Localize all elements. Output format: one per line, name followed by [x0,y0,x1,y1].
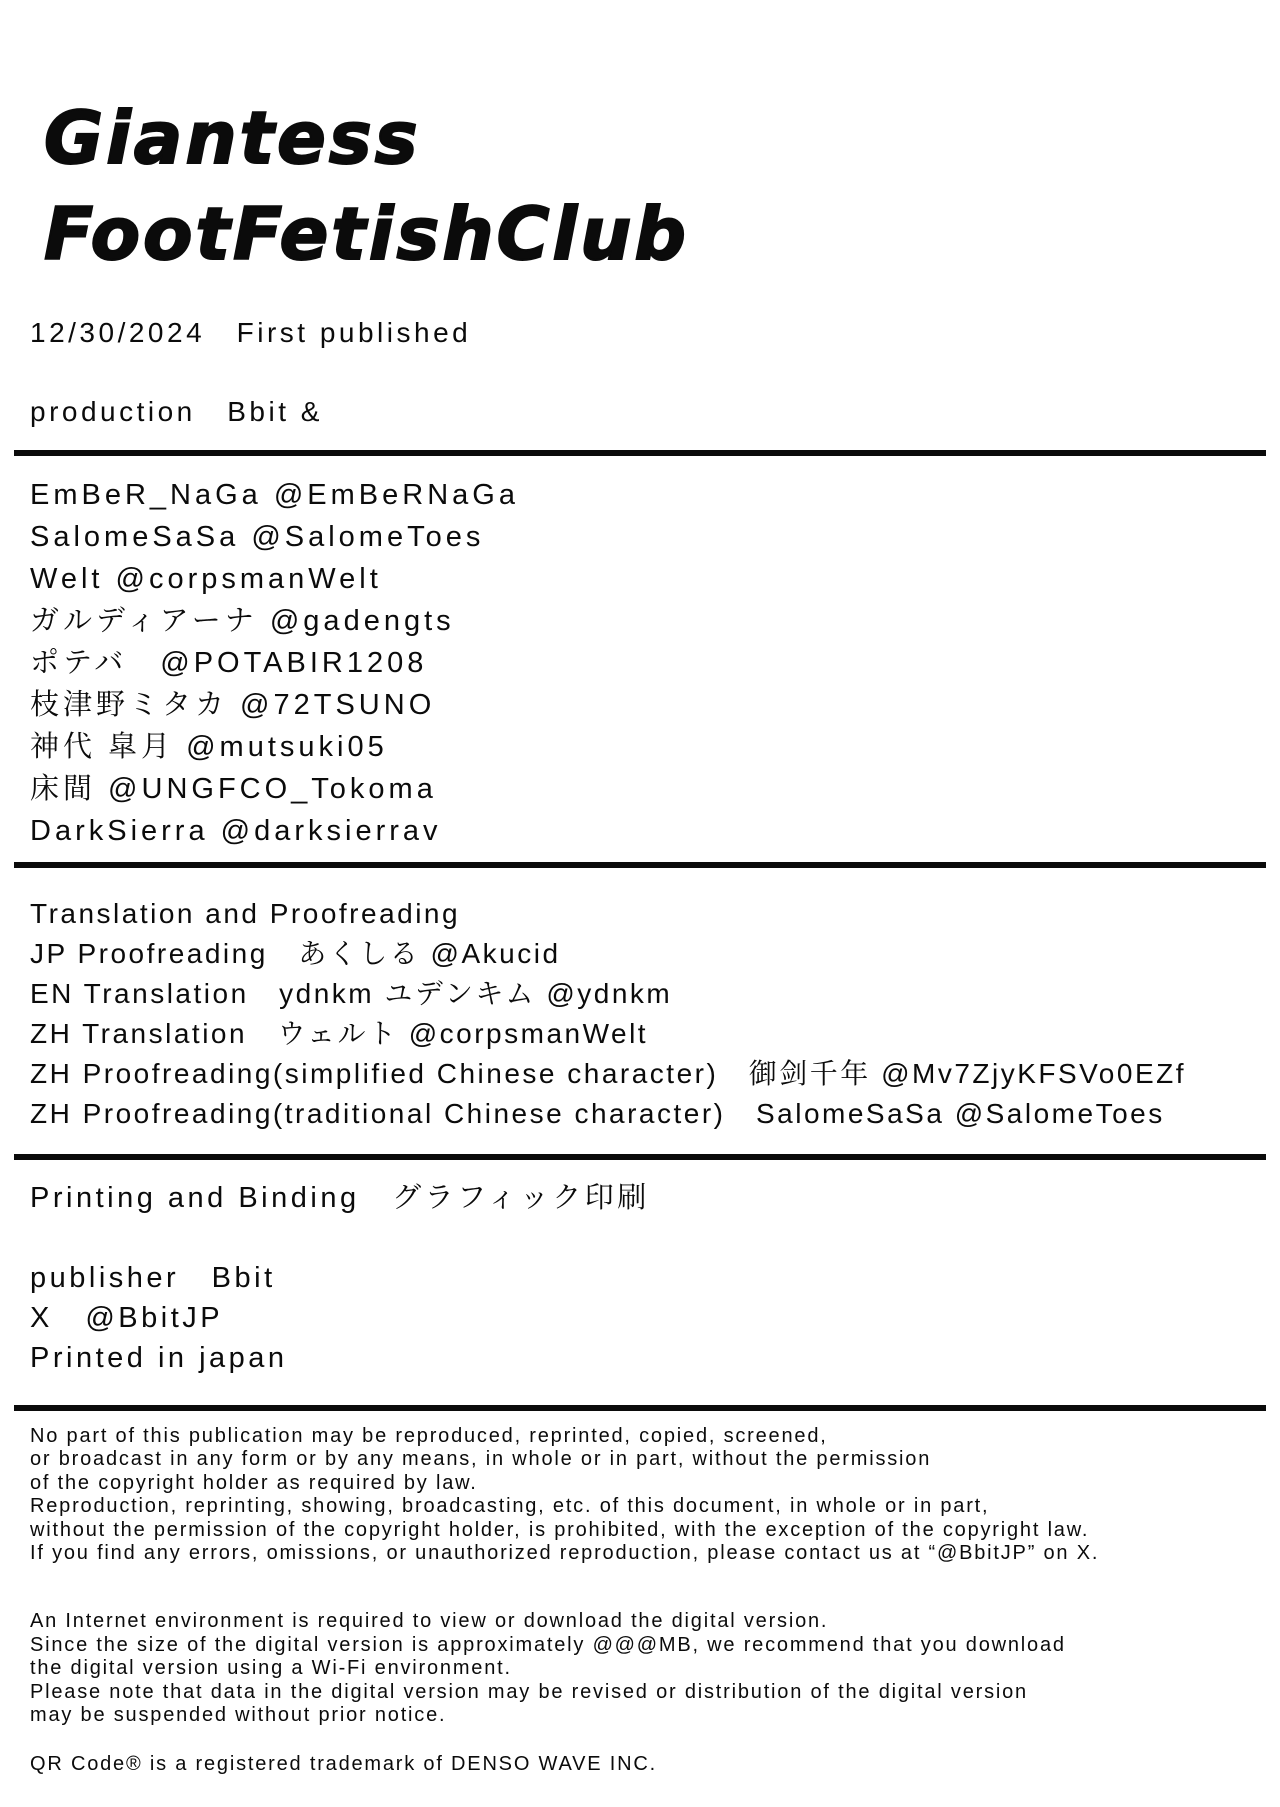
credit-line: ポテバ @POTABIR1208 [30,647,428,679]
credits-list [30,474,519,852]
legal-section [30,1425,1099,1777]
divider-rule-1 [14,450,1266,456]
blank-line [30,1218,650,1258]
legal-text-line: without the permission of the copyright holder, is prohibited, with the exception of the copyright law. [30,1518,1090,1541]
qr-trademark-line: QR Code® is a registered trademark of DENSO WAVE INC. [30,1753,657,1776]
book-title-line-1: Giantess [44,96,421,180]
digital-version-notice [30,1610,1099,1727]
credit-line: EmBeR_NaGa @EmBeRNaGa [30,479,519,511]
translation-heading: Translation and Proofreading [30,898,461,929]
legal-text-line: No part of this publication may be reproduced, reprinted, copied, screened, [30,1425,828,1447]
printing-binding-line: Printing and Binding グラフィック印刷 [30,1182,650,1214]
translation-credit-line: ZH Proofreading(traditional Chinese character) SalomeSaSa @SalomeToes [30,1098,1165,1129]
production-line: production Bbit & [30,396,323,427]
legal-text-line: An Internet environment is required to view or download the digital version. [30,1610,829,1633]
translation-credit-line: JP Proofreading あくしる @Akucid [30,938,561,969]
legal-text-line: Since the size of the digital version is approximately @@@MB, we recommend that you download [30,1633,1066,1656]
publish-date-line: 12/30/2024 First published [30,317,472,348]
legal-text-line: of the copyright holder as required by law. [30,1471,478,1494]
book-title-line-2: FootFetishClub [44,192,689,276]
publisher-line: publisher Bbit [30,1262,276,1294]
legal-text-line: or broadcast in any form or by any means, in whole or in part, without the permission [30,1448,932,1471]
legal-text-line: may be suspended without prior notice. [30,1704,447,1727]
credit-line: 床間 @UNGFCO_Tokoma [30,773,437,805]
translation-credit-line: ZH Proofreading(simplified Chinese character) 御剑千年 @Mv7ZjyKFSVo0EZf [30,1058,1187,1089]
credit-line: 枝津野ミタカ @72TSUNO [30,689,436,721]
credit-line: SalomeSaSa @SalomeToes [30,521,485,553]
credit-line: DarkSierra @darksierrav [30,815,442,847]
credit-line: 神代 皐月 @mutsuki05 [30,731,388,763]
legal-text-line: Reproduction, reprinting, showing, broadcasting, etc. of this document, in whole or in part, [30,1495,990,1518]
publishing-section [30,1178,650,1378]
credit-line: Welt @corpsmanWelt [30,563,382,595]
translation-credit-line: ZH Translation ウェルト @corpsmanWelt [30,1018,649,1049]
divider-rule-2 [14,862,1266,868]
x-handle-line: X @BbitJP [30,1302,224,1334]
legal-text-line: Please note that data in the digital version may be revised or distribution of the digital version [30,1680,1028,1703]
translation-section [30,894,1186,1134]
legal-text-line: the digital version using a Wi-Fi environment. [30,1657,512,1680]
divider-rule-3 [14,1154,1266,1160]
divider-rule-4 [14,1405,1266,1411]
copyright-notice [30,1425,1099,1565]
book-title [44,90,689,282]
translation-credit-line: EN Translation ydnkm ユデンキム @ydnkm [30,978,673,1009]
legal-text-line: If you find any errors, omissions, or unauthorized reproduction, please contact us at “@BbitJP” on X. [30,1542,1100,1565]
credit-line: ガルディアーナ @gadengts [30,605,455,637]
printed-in-japan-line: Printed in japan [30,1342,288,1374]
